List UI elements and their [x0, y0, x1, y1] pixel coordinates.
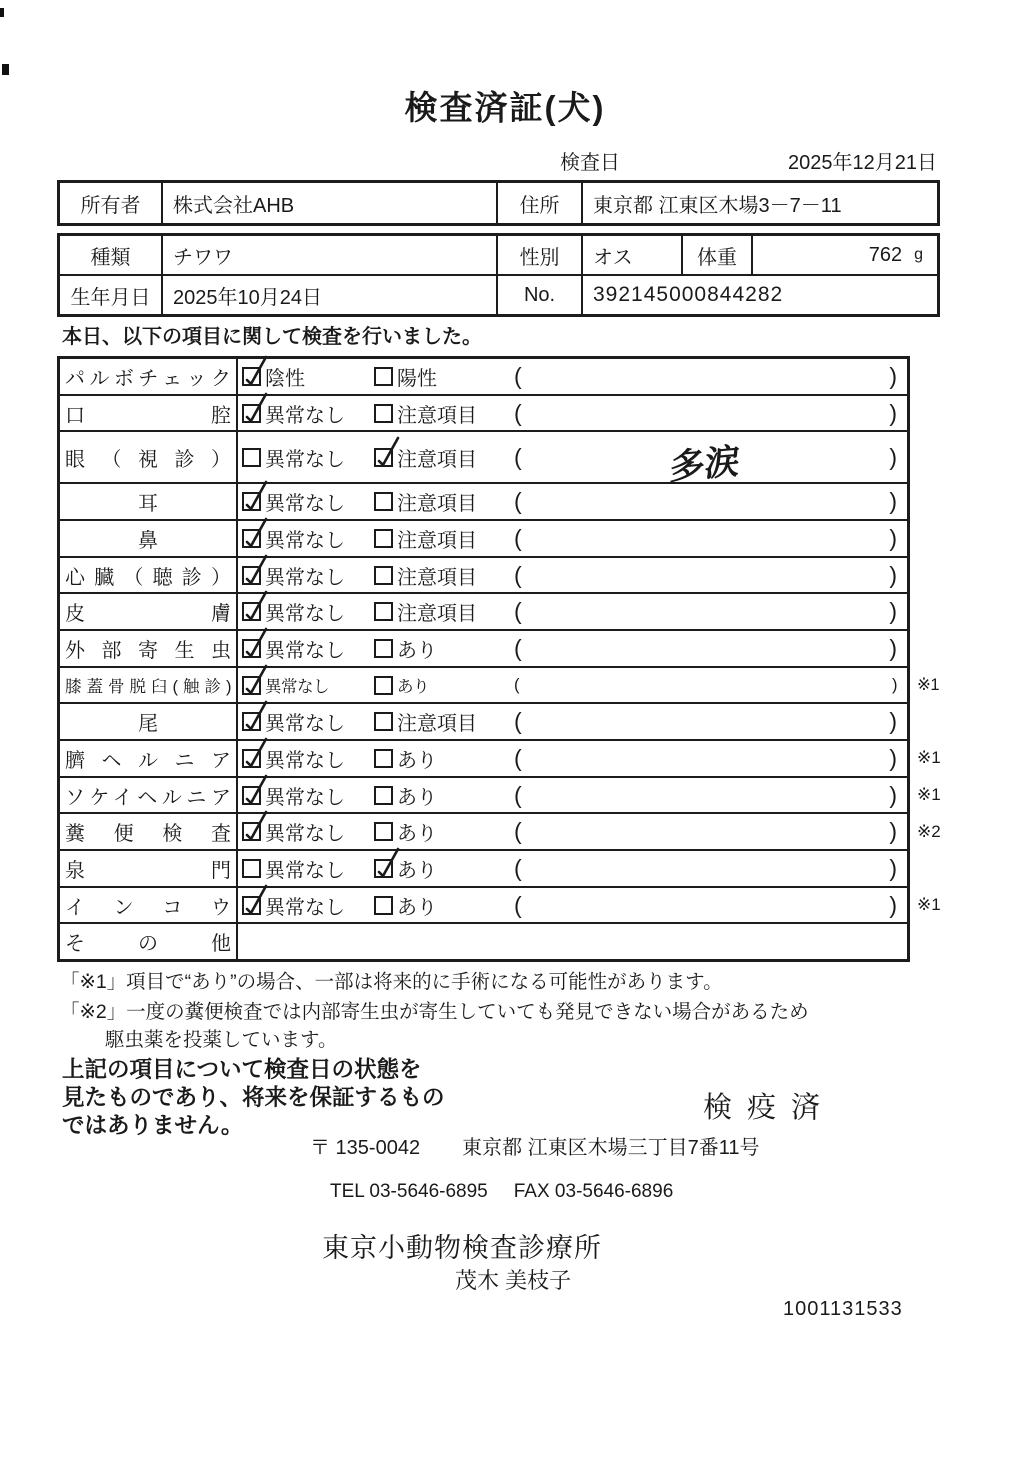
footnote-mark: ※1: [917, 895, 941, 915]
paren-open: (: [514, 781, 522, 808]
option-label: 注意項目: [397, 603, 477, 626]
paren-close: ): [889, 362, 897, 389]
check-row-label: 泉門: [60, 851, 238, 886]
sex-value: オス: [583, 236, 683, 274]
option-label: あり: [397, 639, 437, 662]
checkbox: [242, 566, 261, 585]
address-value: 東京都 江東区木場3－7－11: [593, 194, 842, 217]
check-row-value: [522, 905, 890, 906]
check-row-label: インコウ: [60, 888, 238, 923]
sex-label: 性別: [498, 236, 583, 274]
paren-open: (: [514, 675, 519, 694]
checkbox: [374, 566, 393, 585]
checkbox: [242, 676, 261, 695]
option-label: 異常なし: [265, 603, 345, 626]
paren-close: ): [889, 524, 897, 551]
check-row-value: [522, 868, 890, 869]
scan-artifact: [2, 64, 9, 75]
check-row-label: 尾: [60, 704, 238, 739]
check-row-label: 耳: [60, 484, 238, 519]
check-row-eyes: [60, 430, 907, 488]
paren-open: (: [514, 524, 522, 551]
page-title: 検査済証(犬): [404, 89, 606, 126]
checkbox: [242, 367, 261, 386]
check-row-value: [522, 413, 890, 414]
checkbox: [242, 492, 261, 511]
footnote-1: 「※1」項目で“あり”の場合、一部は将来的に手術になる可能性があります。: [60, 971, 723, 993]
check-row-value: [522, 432, 890, 488]
check-row-parvo: [60, 359, 907, 394]
option-label: あり: [397, 859, 437, 882]
option-label: 異常なし: [265, 404, 345, 427]
option-label: 異常なし: [265, 639, 345, 662]
checkbox: [374, 676, 393, 695]
paren-open: (: [514, 854, 522, 881]
option-label: 注意項目: [397, 493, 477, 516]
paren-close: ): [889, 634, 897, 661]
check-row-label: ソケイヘルニア: [60, 778, 238, 813]
check-row-label: 外部寄生虫: [60, 631, 238, 666]
check-table: [57, 356, 941, 962]
breed-value: チワワ: [163, 236, 498, 274]
clinic-postal-line: [310, 1131, 760, 1160]
paren-open: (: [514, 598, 522, 625]
paren-open: (: [514, 634, 522, 661]
checkbox: [374, 529, 393, 548]
checkbox: [242, 749, 261, 768]
check-row-heart: [60, 556, 907, 593]
check-row-value: [522, 831, 890, 832]
paren-close: ): [889, 561, 897, 588]
clinic-tel-line: [330, 1181, 673, 1203]
clinic-tel: TEL 03-5646-6895: [330, 1181, 488, 1202]
check-row-inguinal-hernia: [60, 776, 941, 813]
option-label: 異常なし: [265, 448, 345, 471]
check-row-value: [522, 721, 890, 722]
postal-code: 〒 135-0042: [310, 1137, 421, 1159]
check-row-value: [522, 648, 890, 649]
paren-open: (: [514, 362, 522, 389]
checkbox: [242, 896, 261, 915]
paren-close: ): [889, 818, 897, 845]
check-row-label: 心臓（聴診）: [60, 558, 238, 593]
paren-open: (: [514, 443, 522, 470]
check-row-mouth: [60, 394, 907, 431]
checkbox: [242, 602, 261, 621]
weight-value: 762 g: [868, 243, 923, 266]
check-row-fecal-exam: [60, 812, 941, 849]
paren-open: (: [514, 708, 522, 735]
checkbox: [374, 639, 393, 658]
check-row-label: その他: [60, 924, 238, 959]
option-label: 注意項目: [397, 448, 477, 471]
footnote-mark: ※1: [917, 748, 941, 768]
option-label: 異常なし: [265, 896, 345, 919]
check-row-ears: [60, 482, 907, 519]
scan-artifact: [0, 8, 4, 17]
owner-table: [57, 180, 940, 226]
option-label: あり: [397, 823, 437, 846]
paren-close: ): [889, 488, 897, 515]
paren-close: ): [892, 675, 897, 694]
check-row-value: [522, 758, 890, 759]
checkbox: [242, 822, 261, 841]
check-row-label: 鼻: [60, 521, 238, 556]
weight-unit: g: [914, 246, 923, 263]
checkbox: [374, 492, 393, 511]
paren-close: ): [889, 443, 897, 470]
check-row-label: 糞便検査: [60, 814, 238, 849]
inspection-date-row: [560, 146, 937, 175]
option-label: 異常なし: [265, 678, 329, 697]
check-row-skin: [60, 592, 907, 629]
disclaimer-line2: 見たものであり、将来を保証するもの: [62, 1085, 445, 1110]
check-row-value: [519, 685, 892, 686]
option-label: 注意項目: [397, 713, 477, 736]
owner-label: 所有者: [60, 183, 163, 223]
paren-close: ): [889, 891, 897, 918]
checkbox: [374, 602, 393, 621]
check-row-value: [522, 501, 890, 502]
paren-open: (: [514, 744, 522, 771]
clinic-name: 東京小動物検査診療所: [322, 1233, 602, 1263]
check-row-patella: [60, 666, 940, 703]
veterinarian-name: 茂木 美枝子: [455, 1268, 572, 1293]
paren-close: ): [889, 598, 897, 625]
footnote-mark: ※1: [917, 676, 940, 695]
paren-close: ): [889, 854, 897, 881]
check-row-other: [60, 922, 907, 959]
option-label: 陽性: [397, 367, 437, 390]
paren-close: ): [889, 708, 897, 735]
option-label: 注意項目: [397, 404, 477, 427]
check-row-fontanelle: [60, 849, 907, 886]
option-label: あり: [397, 678, 429, 697]
checkbox: [374, 712, 393, 731]
handwritten-note: 多涙: [668, 442, 742, 488]
footnote-mark: ※1: [917, 785, 941, 805]
check-row-label: 眼（視診）: [60, 432, 238, 482]
checkbox: [374, 749, 393, 768]
check-row-label: パルボチェック: [60, 359, 238, 394]
footnote-2-line1: 「※2」一度の糞便検査では内部寄生虫が寄生していても発見できない場合があるため: [60, 1001, 809, 1023]
check-row-value: [522, 538, 890, 539]
checkbox: [374, 404, 393, 423]
check-row-value: [522, 795, 890, 796]
option-label: 異常なし: [265, 859, 345, 882]
address-label: 住所: [498, 183, 583, 223]
check-row-tail: [60, 702, 907, 739]
paren-open: (: [514, 488, 522, 515]
footnote-mark: ※2: [917, 821, 941, 841]
checkbox: [242, 448, 261, 467]
pet-table: [57, 233, 940, 317]
clinic-address: 東京都 江東区木場三丁目7番11号: [462, 1137, 760, 1159]
inspection-date-value: 2025年12月21日: [788, 152, 937, 174]
option-label: 異常なし: [265, 529, 345, 552]
option-label: あり: [397, 786, 437, 809]
weight-label: 体重: [683, 236, 753, 274]
paren-open: (: [514, 818, 522, 845]
check-row-nose: [60, 519, 907, 556]
no-label: No.: [498, 276, 583, 314]
option-label: 異常なし: [265, 823, 345, 846]
paren-open: (: [514, 561, 522, 588]
check-row-label: 臍ヘルニア: [60, 741, 238, 776]
check-row-value: [522, 611, 890, 612]
paren-open: (: [514, 891, 522, 918]
option-label: 異常なし: [265, 713, 345, 736]
option-label: 異常なし: [265, 786, 345, 809]
checkbox: [242, 639, 261, 658]
option-label: 異常なし: [265, 493, 345, 516]
check-row-inkou: [60, 886, 941, 923]
check-row-value: [522, 575, 890, 576]
check-row-label: 口腔: [60, 396, 238, 431]
option-label: 異常なし: [265, 566, 345, 589]
check-row-label: 皮膚: [60, 594, 238, 629]
paren-close: ): [889, 781, 897, 808]
clinic-fax: FAX 03-5646-6896: [513, 1181, 674, 1202]
owner-value: 株式会社AHB: [163, 183, 498, 223]
footnote-2-line2: 駆虫薬を投薬しています。: [105, 1029, 338, 1051]
paren-close: ): [889, 744, 897, 771]
option-label: あり: [397, 749, 437, 772]
breed-label: 種類: [60, 236, 163, 274]
quarantine-stamp: 検疫済: [703, 1092, 836, 1124]
no-value: 392145000844282: [593, 283, 784, 306]
checkbox: [374, 896, 393, 915]
inspection-date-label: 検査日: [560, 152, 620, 174]
checkbox: [374, 786, 393, 805]
birth-label: 生年月日: [60, 276, 163, 314]
check-row-label: 膝蓋骨脱臼(触診): [60, 668, 238, 703]
check-row-value: [522, 376, 890, 377]
checkbox: [242, 712, 261, 731]
option-label: 注意項目: [397, 529, 477, 552]
birth-value: 2025年10月24日: [163, 276, 498, 314]
checkbox: [242, 859, 261, 878]
option-label: あり: [397, 896, 437, 919]
checkbox: [374, 448, 393, 467]
checkbox: [374, 859, 393, 878]
paren-open: (: [514, 399, 522, 426]
check-row-ectoparasite: [60, 629, 907, 666]
disclaimer-line1: 上記の項目について検査日の状態を: [62, 1057, 422, 1082]
checkbox: [242, 404, 261, 423]
disclaimer-line3: ではありません。: [62, 1113, 244, 1138]
option-label: 注意項目: [397, 566, 477, 589]
paren-close: ): [889, 399, 897, 426]
checkbox: [374, 367, 393, 386]
checkbox: [242, 529, 261, 548]
option-label: 陰性: [265, 367, 305, 390]
serial-number: 1001131533: [783, 1298, 903, 1320]
checkbox: [242, 786, 261, 805]
check-row-umbilical-hernia: [60, 739, 941, 776]
checkbox: [374, 822, 393, 841]
intro-text: 本日、以下の項目に関して検査を行いました。: [62, 326, 482, 348]
option-label: 異常なし: [265, 749, 345, 772]
